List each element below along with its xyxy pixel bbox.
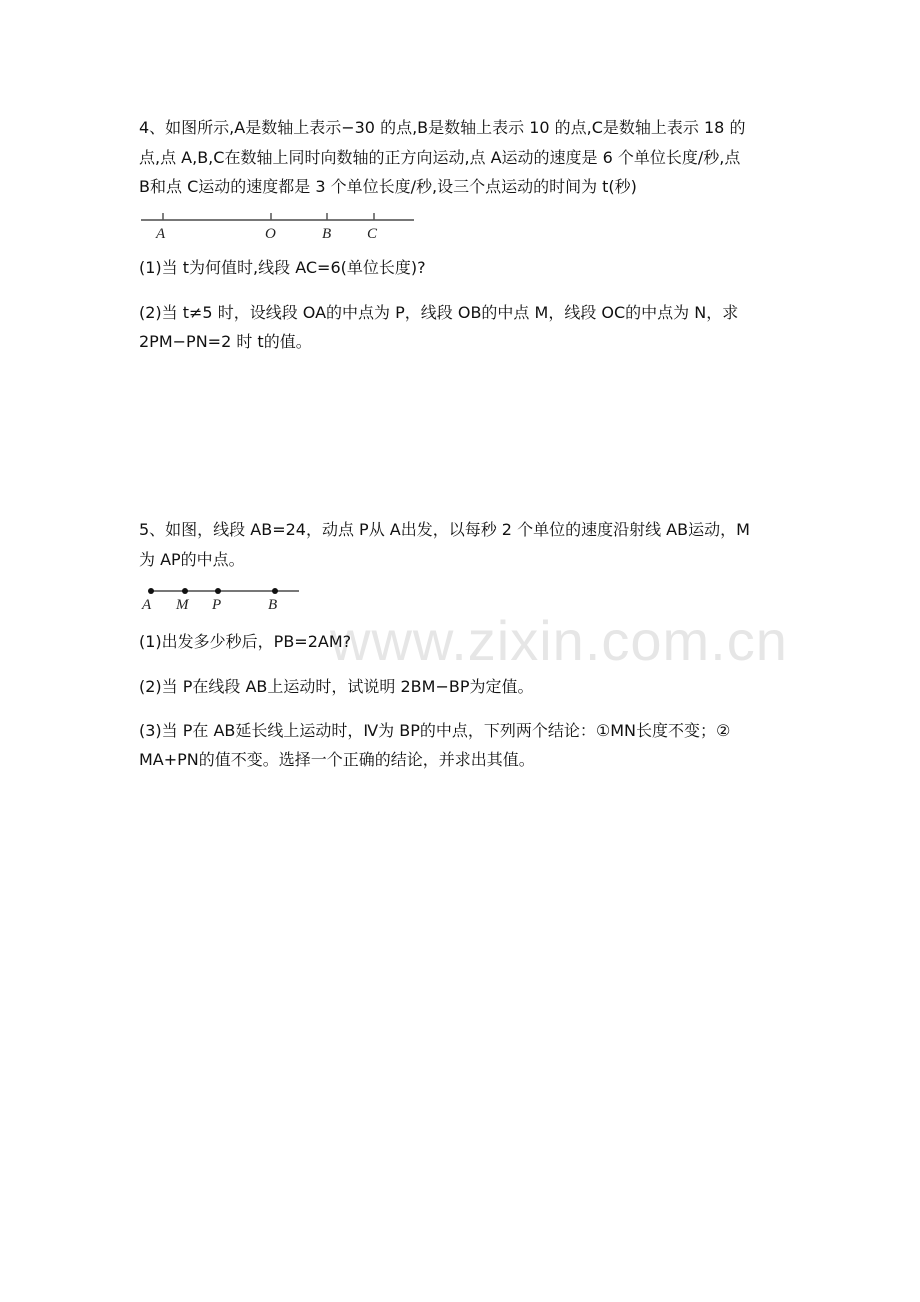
q4-label-a: A (156, 226, 166, 242)
q5-label-b: B (268, 597, 278, 613)
q5-part3-line-2: MA+PN的值不变。选择一个正确的结论，并求出其值。 (139, 750, 535, 769)
q4-part2-line-2: 2PM−PN=2 时 t的值。 (139, 332, 312, 351)
q4-part2-line-1: (2)当 t≠5 时，设线段 OA的中点为 P，线段 OB的中点 M，线段 OC的中点为 N，求 (139, 303, 739, 322)
q4-label-b: B (322, 226, 332, 242)
q5-point-m (182, 588, 188, 594)
q4-text-line-1: 4、如图所示,A是数轴上表示−30 的点,B是数轴上表示 10 的点,C是数轴上表示 18 的 (139, 118, 746, 137)
watermark: www.zixin.com.cn (330, 609, 788, 672)
q4-part1: (1)当 t为何值时,线段 AC=6(单位长度)? (139, 258, 426, 277)
q5-point-p (215, 588, 221, 594)
q5-text-line-2: 为 AP的中点。 (139, 550, 245, 569)
q5-part3-line-1: (3)当 P在 AB延长线上运动时，Ⅳ为 BP的中点，下列两个结论：①MN长度不变；② (139, 721, 731, 740)
q4-text-line-2: 点,点 A,B,C在数轴上同时向数轴的正方向运动,点 A运动的速度是 6 个单位长度/秒,点 (139, 148, 741, 167)
q5-segment-figure (139, 582, 304, 614)
q4-label-c: C (367, 226, 378, 242)
q5-part1: (1)出发多少秒后，PB=2AM? (139, 632, 352, 651)
q4-number-line-figure (139, 208, 419, 244)
q5-part2: (2)当 P在线段 AB上运动时，试说明 2BM−BP为定值。 (139, 677, 534, 696)
q5-text-line-1: 5、如图，线段 AB=24，动点 P从 A出发，以每秒 2 个单位的速度沿射线 AB运动，M (139, 520, 750, 539)
q4-text-line-3: B和点 C运动的速度都是 3 个单位长度/秒,设三个点运动的时间为 t(秒) (139, 177, 637, 196)
q4-label-o: O (265, 226, 276, 242)
q5-label-m: M (176, 597, 189, 613)
q5-point-b (272, 588, 278, 594)
q5-label-p: P (212, 597, 222, 613)
q5-label-a: A (142, 597, 152, 613)
q5-point-a (148, 588, 154, 594)
